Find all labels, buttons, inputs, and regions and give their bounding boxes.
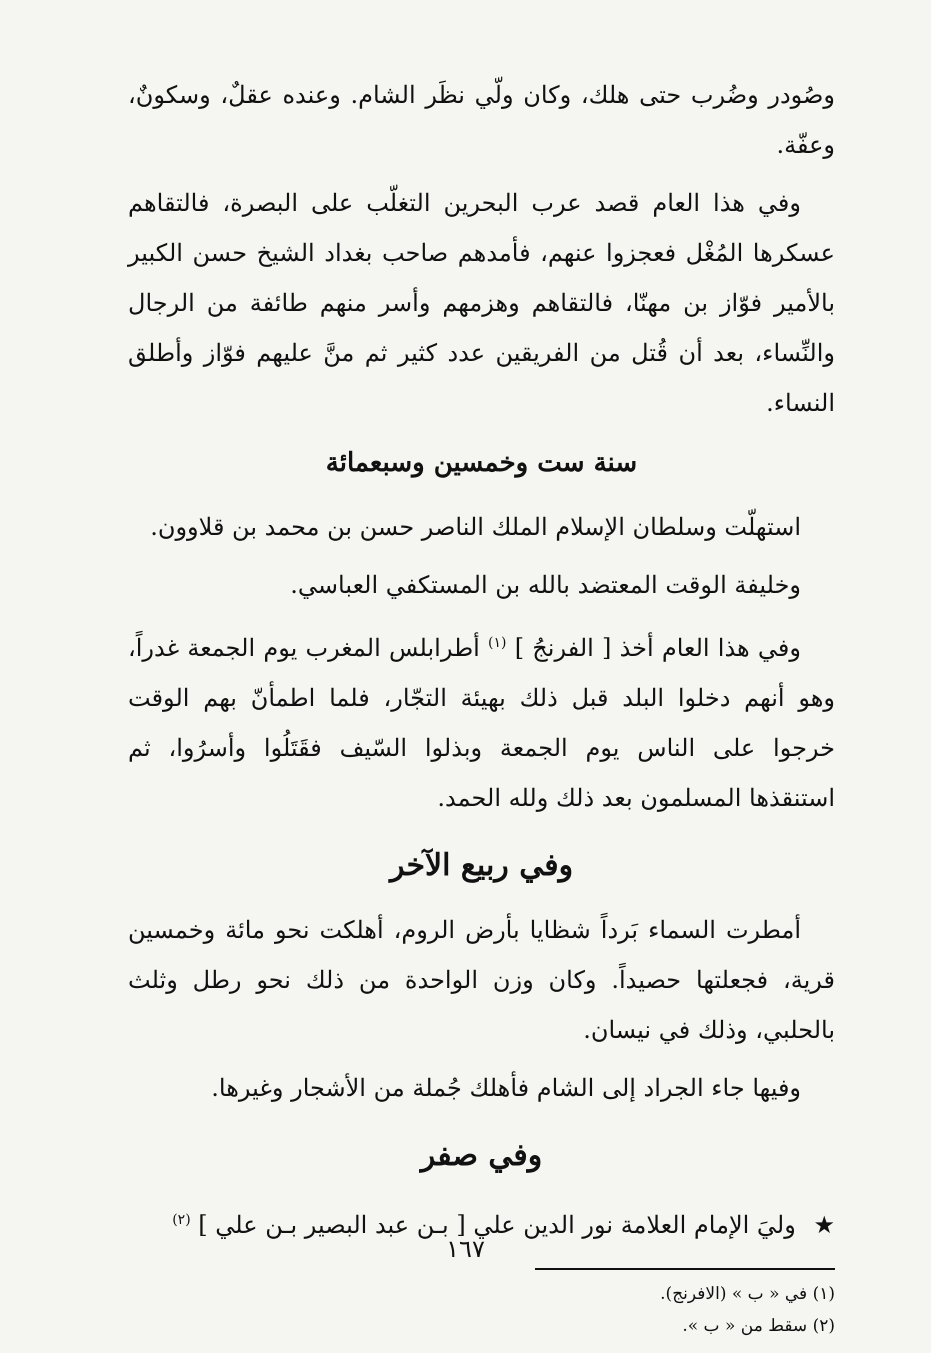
paragraph-text: وليَ الإمام العلامة نور الدين علي [ بـن عبد البصير بـن علي ] (198, 1211, 796, 1239)
footnote-reference: (١) (488, 635, 507, 651)
paragraph-text: وفي هذا العام أخذ [ الفرنجُ ] (514, 634, 801, 662)
paragraph: وفيها جاء الجراد إلى الشام فأهلك جُملة من الأشجار وغيرها. (211, 1074, 801, 1102)
paragraph: وخليفة الوقت المعتضد بالله بن المستكفي العباسي. (290, 571, 801, 599)
page-number: ١٦٧ (446, 1235, 485, 1263)
section-heading: وفي ربيع الآخر (389, 848, 574, 883)
paragraph (128, 618, 835, 823)
footnote-divider (535, 1268, 835, 1270)
footnote: (١) في « ب » (الافرنج). (660, 1284, 835, 1304)
star-icon: ★ (813, 1211, 835, 1239)
paragraph: وفي هذا العام قصد عرب البحرين التغلّب على البصرة، فالتقاهم عسكرها المُغْل فعجزوا عنهم، فأمدهم صاحب بغداد الشيخ حسن الكبير بالأمير فوّاز بن مهنّا، فالتقاهم وهزمهم وأسر منهم طائفة من الرجال والنِّساء، بعد أن قُتل من الفريقين عدد كثير ثم منَّ عليهم فوّاز وأطلق النساء. (128, 189, 835, 417)
footnote: (٢) سقط من « ب ». (682, 1316, 835, 1336)
paragraph: استهلّت وسلطان الإسلام الملك الناصر حسن بن محمد بن قلاوون. (150, 513, 801, 541)
footnote-reference: (٢) (172, 1212, 191, 1228)
section-heading: سنة ست وخمسين وسبعمائة (325, 448, 638, 478)
section-heading: وفي صفر (420, 1138, 543, 1173)
paragraph: وصُودر وضُرب حتى هلك، وكان ولّي نظَر الشام. وعنده عقلٌ، وسكونٌ، وعفّة. (128, 81, 836, 159)
footnotes (128, 1278, 835, 1342)
paragraph: أمطرت السماء بَرداً شظايا بأرض الروم، أهلكت نحو مائة وخمسين قرية، فجعلتها حصيداً. وكان وزن الواحدة من ذلك نحو رطل وثلث بالحلبي، وذلك في نيسان. (128, 916, 835, 1044)
body-text (128, 70, 835, 1250)
paragraph-text: أطرابلس المغرب يوم الجمعة غدراً، وهو أنهم دخلوا البلد قبل ذلك بهيئة التجّار، فلما اطمأنّ بهم الوقت خرجوا على الناس يوم الجمعة وبذلوا السّيف فقَتَلُوا وأسرُوا، ثم استنقذها المسلمون بعد ذلك ولله الحمد. (128, 634, 835, 812)
